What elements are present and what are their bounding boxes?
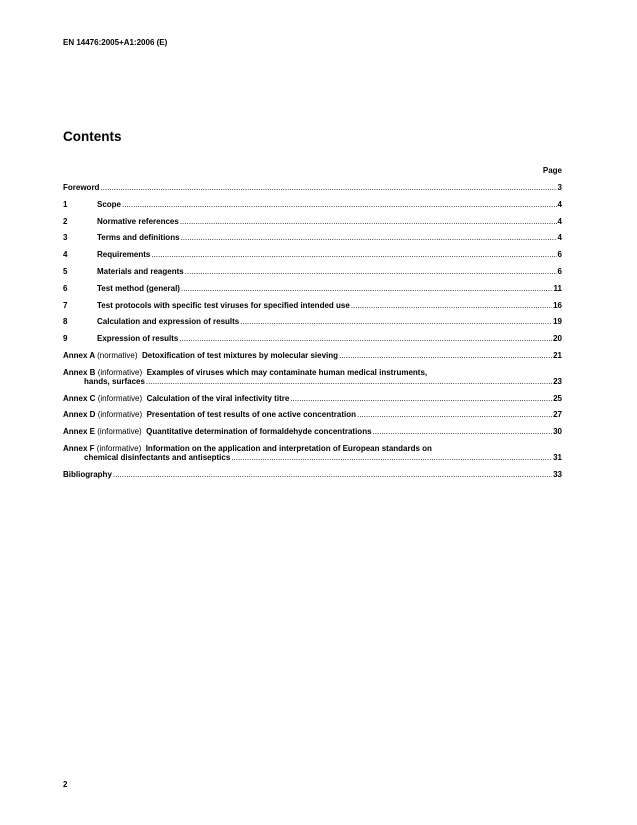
toc-entry-annex-d[interactable] [63, 410, 562, 419]
toc-entry-page: 3 [557, 183, 562, 192]
toc-entry-page: 33 [553, 469, 562, 479]
toc-entry-annex-b[interactable] [63, 368, 562, 386]
toc-entry-1[interactable] [63, 200, 562, 209]
toc-entry-title: Requirements [97, 250, 151, 260]
leader-dots [231, 453, 552, 462]
toc-entry-title: Detoxification of test mixtures by molecular sieving [142, 350, 339, 360]
toc-entry-title: Bibliography [63, 469, 112, 479]
toc-entry-number: 3 [63, 233, 68, 243]
toc-entry-page: 4 [557, 199, 562, 209]
annex-label [63, 351, 142, 360]
toc-entry-page: 23 [553, 376, 562, 386]
toc-entry-title: Normative references [97, 216, 179, 226]
leader-dots [290, 394, 552, 403]
toc-entry-number: 1 [63, 199, 68, 209]
toc-entry-2[interactable] [63, 217, 562, 226]
toc-entry-annex-a[interactable] [63, 351, 562, 360]
toc-entry-title: Information on the application and interpretation of European standards on [145, 443, 432, 453]
toc-entry-title: Terms and definitions [97, 233, 180, 243]
toc-entry-title: Foreword [63, 183, 100, 192]
toc-entry-title: Test method (general) [97, 283, 180, 293]
toc-entry-page: 30 [553, 427, 562, 437]
page-column-label: Page [542, 166, 562, 175]
annex-type: (informative) [96, 443, 142, 453]
toc-entry-6[interactable] [63, 284, 562, 293]
toc-entry-bibliography[interactable] [63, 470, 562, 479]
page-number: 2 [63, 780, 68, 789]
annex-letter: Annex F [63, 443, 95, 453]
toc-entry-title: Materials and reagents [97, 266, 184, 276]
leader-dots [185, 267, 557, 276]
toc-entry-page: 25 [553, 393, 562, 403]
annex-letter: Annex D [63, 410, 96, 420]
leader-dots [373, 427, 553, 436]
leader-dots [240, 317, 552, 326]
leader-dots [339, 351, 552, 360]
toc-entry-title-continued: hands, surfaces [84, 376, 145, 386]
leader-dots [181, 233, 557, 242]
toc-entry-foreword[interactable] [63, 183, 562, 192]
annex-type: (informative) [97, 393, 143, 403]
toc-entry-page: 4 [557, 233, 562, 243]
leader-dots [113, 470, 552, 479]
leader-dots [180, 217, 557, 226]
leader-dots [181, 284, 553, 293]
toc-entry-number: 5 [63, 266, 68, 276]
annex-type: (normative) [97, 350, 138, 360]
annex-letter: Annex B [63, 367, 96, 377]
leader-dots [151, 250, 556, 259]
annex-label [63, 444, 146, 453]
leader-dots [146, 377, 552, 386]
toc-entry-3[interactable] [63, 233, 562, 242]
toc-entry-annex-f[interactable] [63, 444, 562, 462]
toc-entry-title: Presentation of test results of one active concentration [146, 410, 356, 420]
toc-entry-4[interactable] [63, 250, 562, 259]
toc-entry-page: 16 [553, 300, 562, 310]
page-title: Contents [63, 129, 122, 144]
toc-entry-number: 9 [63, 334, 68, 344]
annex-label [63, 410, 147, 419]
toc-entry-page: 21 [553, 350, 562, 360]
toc-entry-page: 31 [553, 452, 562, 462]
toc-entry-title: Scope [97, 199, 122, 209]
toc-entry-annex-c[interactable] [63, 394, 562, 403]
leader-dots [357, 410, 552, 419]
toc-entry-8[interactable] [63, 317, 562, 326]
annex-type: (informative) [97, 410, 143, 420]
toc-entry-title: Examples of viruses which may contaminate human medical instruments, [146, 367, 428, 377]
annex-type: (informative) [97, 427, 142, 437]
toc-entry-page: 6 [557, 250, 562, 260]
toc-entry-title: Calculation and expression of results [97, 317, 240, 327]
annex-label [63, 368, 147, 377]
annex-label [63, 394, 147, 403]
toc-entry-page: 6 [557, 266, 562, 276]
annex-type: (informative) [97, 367, 143, 377]
toc-entry-number: 7 [63, 300, 68, 310]
toc-entry-annex-e[interactable] [63, 427, 562, 436]
leader-dots [179, 334, 552, 343]
toc-entry-title: Test protocols with specific test viruses for specified intended use [97, 300, 350, 310]
table-of-contents [63, 183, 562, 487]
toc-entry-page: 20 [553, 334, 562, 344]
toc-entry-number: 2 [63, 216, 68, 226]
leader-dots [122, 200, 557, 209]
annex-letter: Annex A [63, 350, 95, 360]
toc-entry-page: 11 [553, 283, 562, 293]
toc-entry-title: Expression of results [97, 334, 179, 344]
toc-entry-title: Calculation of the viral infectivity titre [146, 393, 290, 403]
toc-entry-title: Quantitative determination of formaldehyde concentrations [146, 427, 372, 437]
toc-entry-page: 4 [557, 216, 562, 226]
annex-letter: Annex E [63, 427, 96, 437]
annex-label [63, 427, 146, 436]
toc-entry-title-continued: chemical disinfectants and antiseptics [84, 452, 231, 462]
toc-entry-7[interactable] [63, 301, 562, 310]
toc-entry-number: 4 [63, 250, 68, 260]
leader-dots [100, 183, 556, 192]
toc-entry-9[interactable] [63, 334, 562, 343]
toc-entry-number: 8 [63, 317, 68, 327]
document-id-header: EN 14476:2005+A1:2006 (E) [63, 38, 168, 47]
toc-entry-page: 19 [553, 317, 562, 327]
toc-entry-number: 6 [63, 283, 68, 293]
annex-letter: Annex C [63, 393, 96, 403]
toc-entry-5[interactable] [63, 267, 562, 276]
toc-entry-page: 27 [553, 410, 562, 420]
leader-dots [351, 301, 552, 310]
